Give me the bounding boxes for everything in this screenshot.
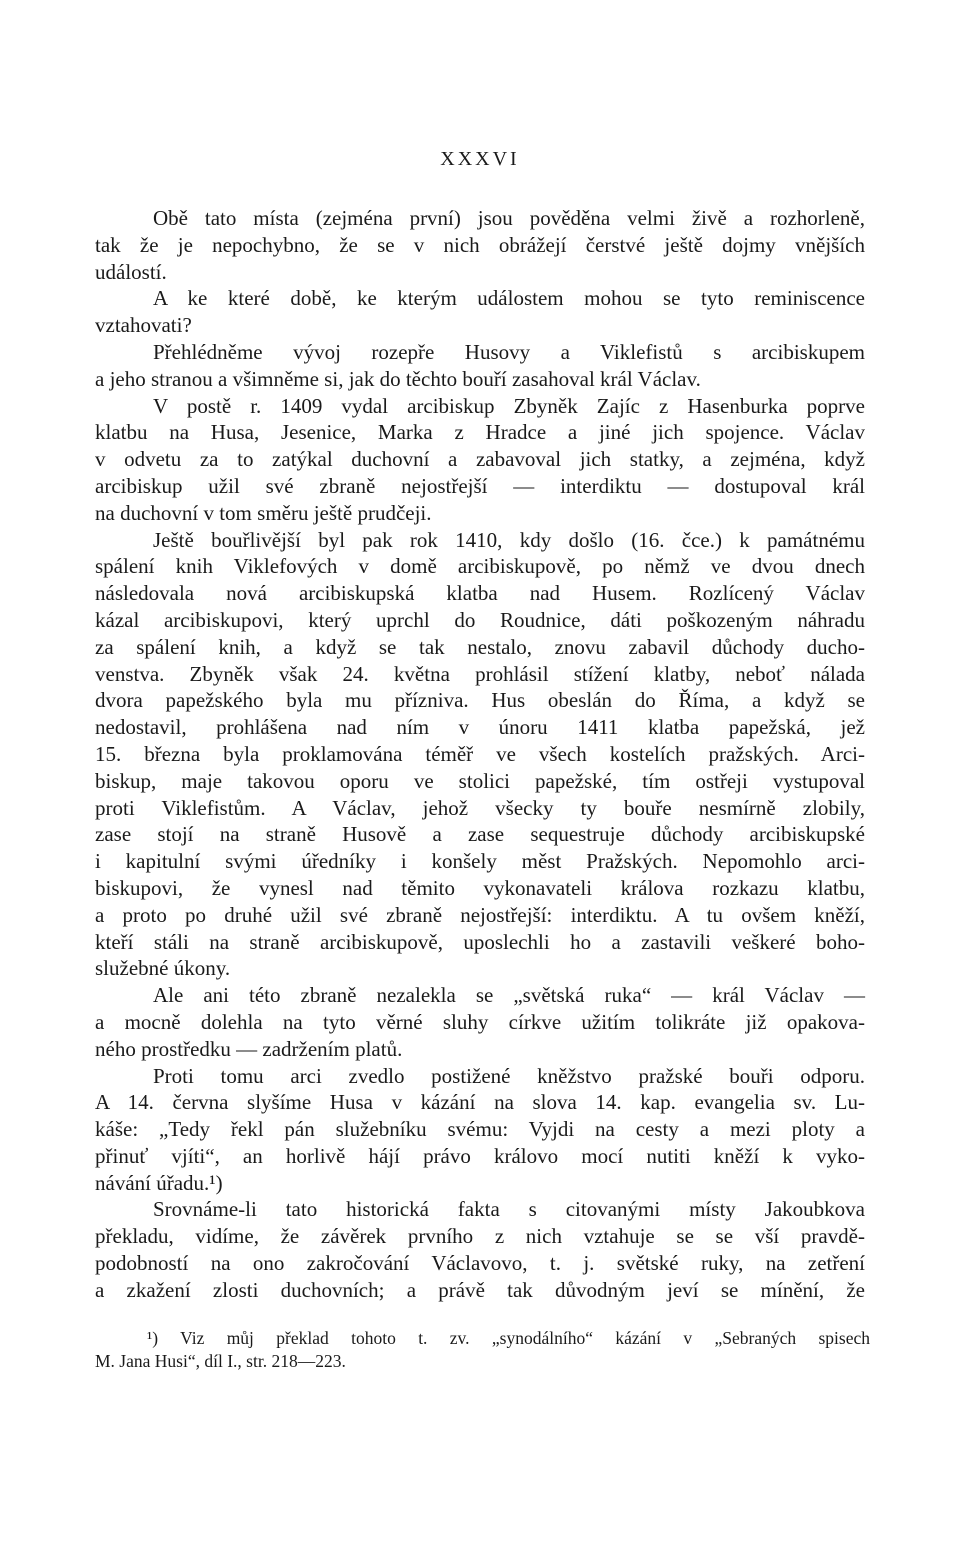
text-line: i kapitulní svými úředníky i konšely měst Pražských. Nepomohlo arci- [95,849,865,874]
text-line: káše: „Tedy řekl pán služebníku svému: Vyjdi na cesty a mezi ploty a [95,1117,865,1142]
text-line: tak že je nepochybno, že se v nich obrážejí čerstvé ještě dojmy vnějších [95,232,865,257]
text-line: v odvetu za to zatýkal duchovní a zabavoval jich statky, a zejména, když [95,447,865,472]
text-line: událostí. [95,259,167,284]
text-line: spálení knih Viklefových v domě arcibiskupově, po němž ve dvou dnech [95,554,865,579]
text-line: ného prostředku — zadržením platů. [95,1036,403,1061]
text-line: biskupovi, že vynesl nad těmito vykonavateli králova rozkazu klatbu, [95,875,865,900]
text-line: Proti tomu arci zvedlo postižené kněžstvo pražské bouři odporu. [153,1063,865,1088]
page-number-header: XXXVI [440,148,520,170]
text-line: dvora papežského byla mu příznivа. Hus obeslán do Říma, a když se [95,688,865,713]
text-line: překladu, vidíme, že závěrek prvního z nich vztahuje se se vší pravdě- [95,1224,865,1249]
text-line: kteří stáli na straně arcibiskupově, uposlechli ho a zastavili veškeré boho- [95,929,865,954]
text-line: Přehlédněme vývoj rozepře Husovy a Viklefistů s arcibiskupem [153,339,865,364]
text-line: a zkažení zlosti duchovních; a právě tak důvodným jeví se mínění, že [95,1277,865,1302]
text-line: kázal arcibiskupovi, který uprchl do Roudnice, dáti poškozeným náhradu [95,607,865,632]
text-line: přinuť vjíti“, an horlivě hájí právo královo mocí nutiti kněží k vyko- [95,1143,865,1168]
text-line: A ke které době, ke kterým událostem mohou se tyto reminiscence [153,286,865,311]
text-line: venstva. Zbyněk však 24. května prohlásil stížení klatby, neboť nálada [95,661,865,686]
text-line: Srovnáme-li tato historická fakta s citovanými místy Jakoubkova [153,1197,865,1222]
text-line: za spálení knih, a když se tak nestalo, znovu zabavil důchody ducho- [95,634,865,659]
text-line: následovala nová arcibiskupská klatba nad Husem. Rozlícený Václav [95,581,865,606]
text-line: V postě r. 1409 vydal arcibiskup Zbyněk Zajíc z Hasenburka poprve [153,393,865,418]
text-line: proti Viklefistům. A Václav, jehož všecky ty bouře nesmírně zlobily, [95,795,865,820]
text-line: arcibiskup užil své zbraně nejostřejší — interdiktu — dostupoval král [95,473,865,498]
text-line: Obě tato místa (zejména první) jsou pověděna velmi živě a rozhorleně, [153,206,865,230]
text-line: podobností na ono zakročování Václavovo, t. j. světské ruky, na zetření [95,1251,865,1276]
text-line: a proto po druhé užil své zbraně nejostřejší: interdiktu. A tu ovšem kněží, [95,902,865,927]
text-line: návání úřadu.¹) [95,1170,223,1195]
text-line: a jeho stranou a všimněme si, jak do těchto bouří zasahoval král Václav. [95,366,701,391]
text-line: vztahovati? [95,313,192,338]
text-line: nedostavil, prohlášena nad ním v únoru 1411 klatba papežská, jež [95,715,865,740]
text-line: na duchovní v tom směru ještě prudčeji. [95,500,432,525]
text-line: klatbu na Husa, Jesenice, Marka z Hradce a jiné jich spojence. Václav [95,420,865,445]
footnote-line: ¹) Viz můj překlad tohoto t. zv. „synodálního“ kázání v „Sebraných spisech [147,1328,870,1348]
text-line: 15. března byla proklamována téměř ve všech kostelích pražských. Arci- [95,741,865,766]
text-line: Ale ani této zbraně nezalekla se „světská ruka“ — král Václav — [153,983,865,1008]
text-line: služebné úkony. [95,956,231,981]
footnote [95,1327,870,1373]
body-text [95,205,865,1304]
footnote-line: M. Jana Husi“, díl I., str. 218—223. [95,1351,346,1371]
text-line: zase stojí na straně Husově a zase sequestruje důchody arcibiskupské [95,822,865,847]
text-line: a mocně dolehla na tyto věrné sluhy církve užitím tolikráte již opakova- [95,1009,865,1034]
text-line: biskup, maje takovou oporu ve stolici papežské, tím ostřeji vystupoval [95,768,865,793]
text-line: Ještě bouřlivější byl pak rok 1410, kdy došlo (16. čce.) k památnému [153,527,865,552]
text-line: A 14. června slyšíme Husa v kázání na slova 14. kap. evangelia sv. Lu- [95,1090,865,1115]
